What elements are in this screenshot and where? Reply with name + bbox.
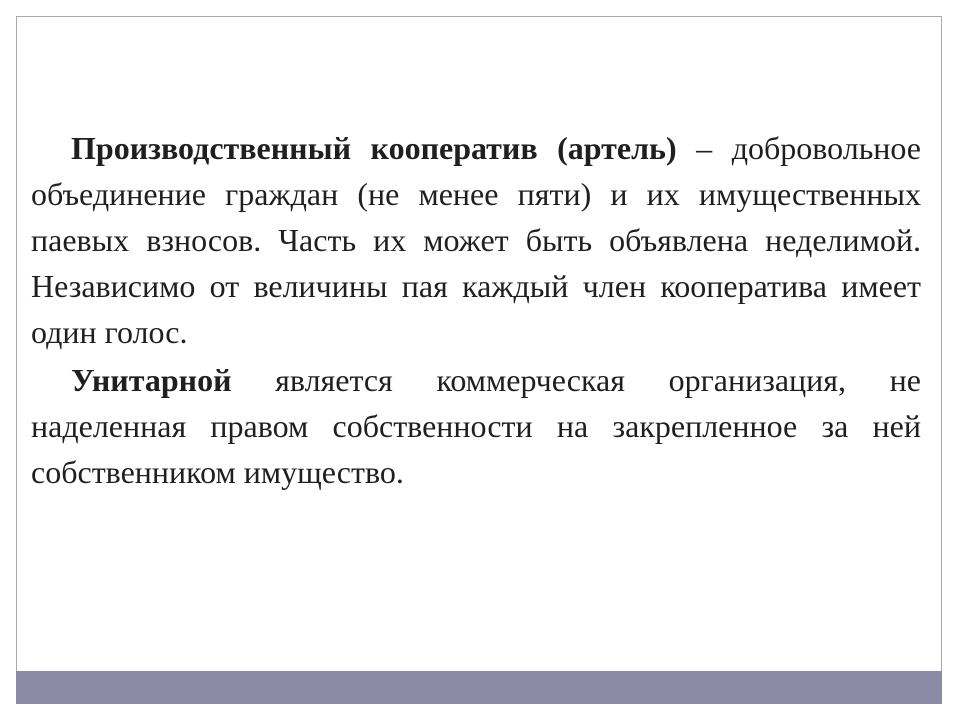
term-unitary: Унитарной — [71, 362, 232, 398]
term-cooperative: Производственный кооператив (артель) — [71, 130, 677, 166]
paragraph-unitary — [31, 357, 921, 495]
bottom-bar — [16, 671, 942, 704]
slide-body — [31, 125, 921, 497]
definition-unitary: является коммерческая организация, не наделенная правом собственности на закрепленное за ней собственником имущество. — [31, 362, 921, 490]
paragraph-cooperative — [31, 125, 921, 355]
definition-cooperative: – добровольное объединение граждан (не менее пяти) и их имущественных паевых взносов. Часть их может быть объявлена неделимой. Независимо от величины пая каждый член кооператива имеет один голос. — [31, 130, 921, 350]
